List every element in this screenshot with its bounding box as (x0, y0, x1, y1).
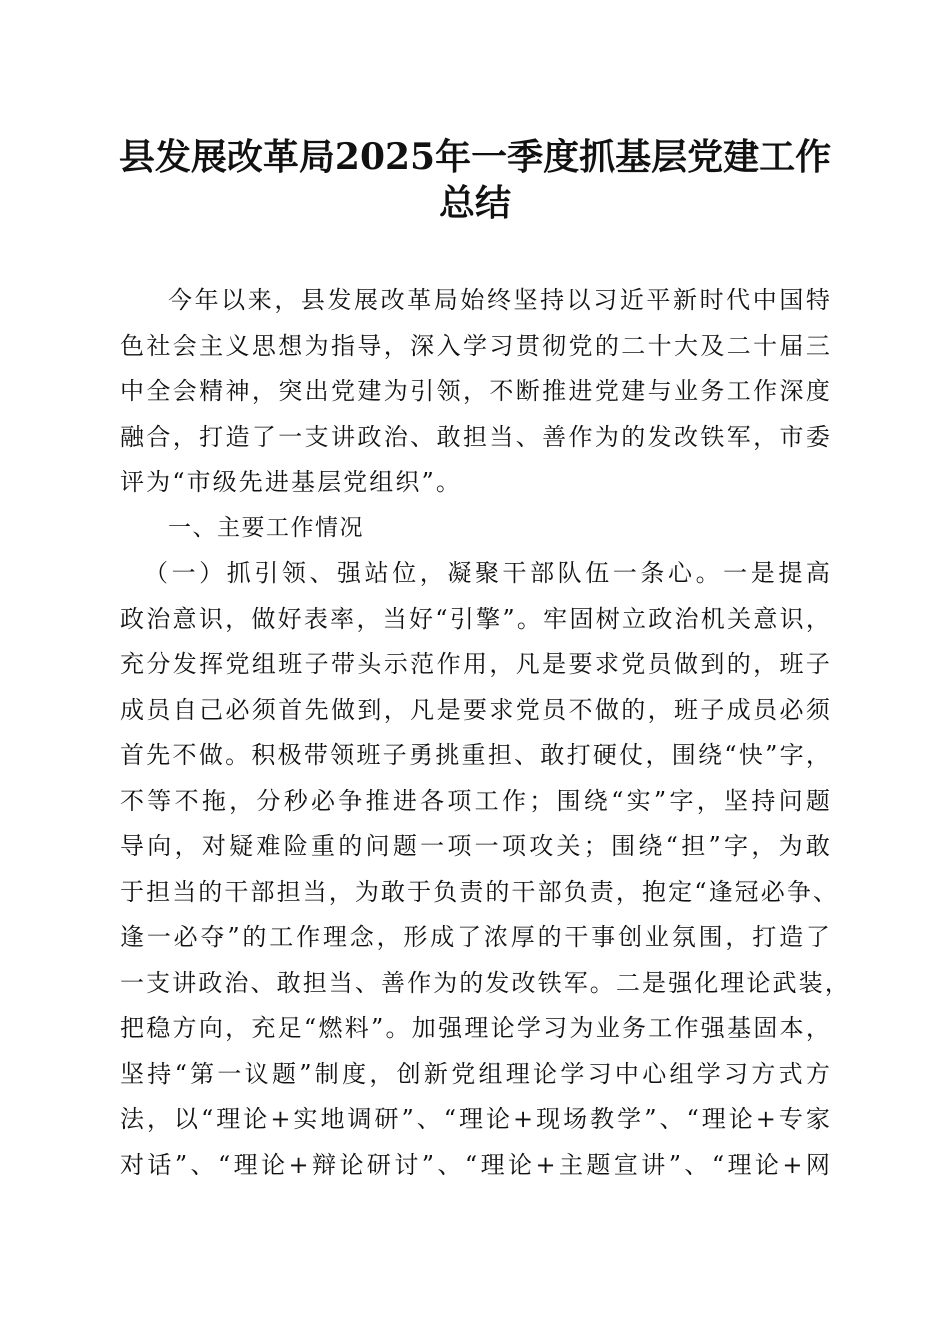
paragraph-line: 中全会精神，突出党建为引领，不断推进党建与业务工作深度 (120, 377, 832, 405)
paragraph-line: 把稳方向，充足“燃料”。加强理论学习为业务工作强基固本， (120, 1014, 832, 1042)
paragraph-line: 评为“市级先进基层党组织”。 (120, 468, 462, 496)
paragraph-line: 今年以来，县发展改革局始终坚持以习近平新时代中国特 (168, 286, 832, 314)
paragraph-line: 导向，对疑难险重的问题一项一项攻关；围绕“担”字，为敢 (120, 832, 832, 860)
paragraph-line: 融合，打造了一支讲政治、敢担当、善作为的发改铁军，市委 (120, 422, 832, 451)
document-body (120, 278, 851, 1188)
intro-paragraph (120, 278, 832, 506)
title-line-1: 县发展改革局2025年一季度抓基层党建工作 (118, 136, 832, 178)
paragraph-line: 色社会主义思想为指导，深入学习贯彻党的二十大及二十届三 (120, 331, 832, 360)
paragraph-line: 成员自己必须首先做到，凡是要求党员不做的，班子成员必须 (120, 695, 832, 724)
section1-paragraph (120, 551, 851, 1188)
title-line-2: 总结 (438, 182, 511, 224)
paragraph-line: 坚持“第一议题”制度，创新党组理论学习中心组学习方式方 (120, 1059, 832, 1088)
paragraph-line: 对话”、“理论+辩论研讨”、“理论+主题宣讲”、“理论+网 (120, 1150, 832, 1179)
paragraph-line: 充分发挥党组班子带头示范作用，凡是要求党员做到的，班子 (120, 650, 832, 678)
section-heading: 一、主要工作情况 (168, 514, 364, 541)
document-title (100, 134, 850, 226)
paragraph-line: 一支讲政治、敢担当、善作为的发改铁军。二是强化理论武装， (120, 968, 851, 997)
paragraph-line: （一）抓引领、强站位，凝聚干部队伍一条心。一是提高 (144, 559, 832, 587)
paragraph-line: 不等不拖，分秒必争推进各项工作；围绕“实”字，坚持问题 (120, 786, 832, 815)
paragraph-line: 逢一必夺”的工作理念，形成了浓厚的干事创业氛围，打造了 (120, 923, 832, 951)
paragraph-line: 政治意识，做好表率，当好“引擎”。牢固树立政治机关意识， (120, 604, 832, 633)
paragraph-line: 法，以“理论+实地调研”、“理论+现场教学”、“理论+专家 (120, 1105, 832, 1133)
paragraph-line: 于担当的干部担当，为敢于负责的干部负责，抱定“逢冠必争、 (120, 877, 840, 906)
paragraph-line: 首先不做。积极带领班子勇挑重担、敢打硬仗，围绕“快”字， (120, 741, 832, 769)
